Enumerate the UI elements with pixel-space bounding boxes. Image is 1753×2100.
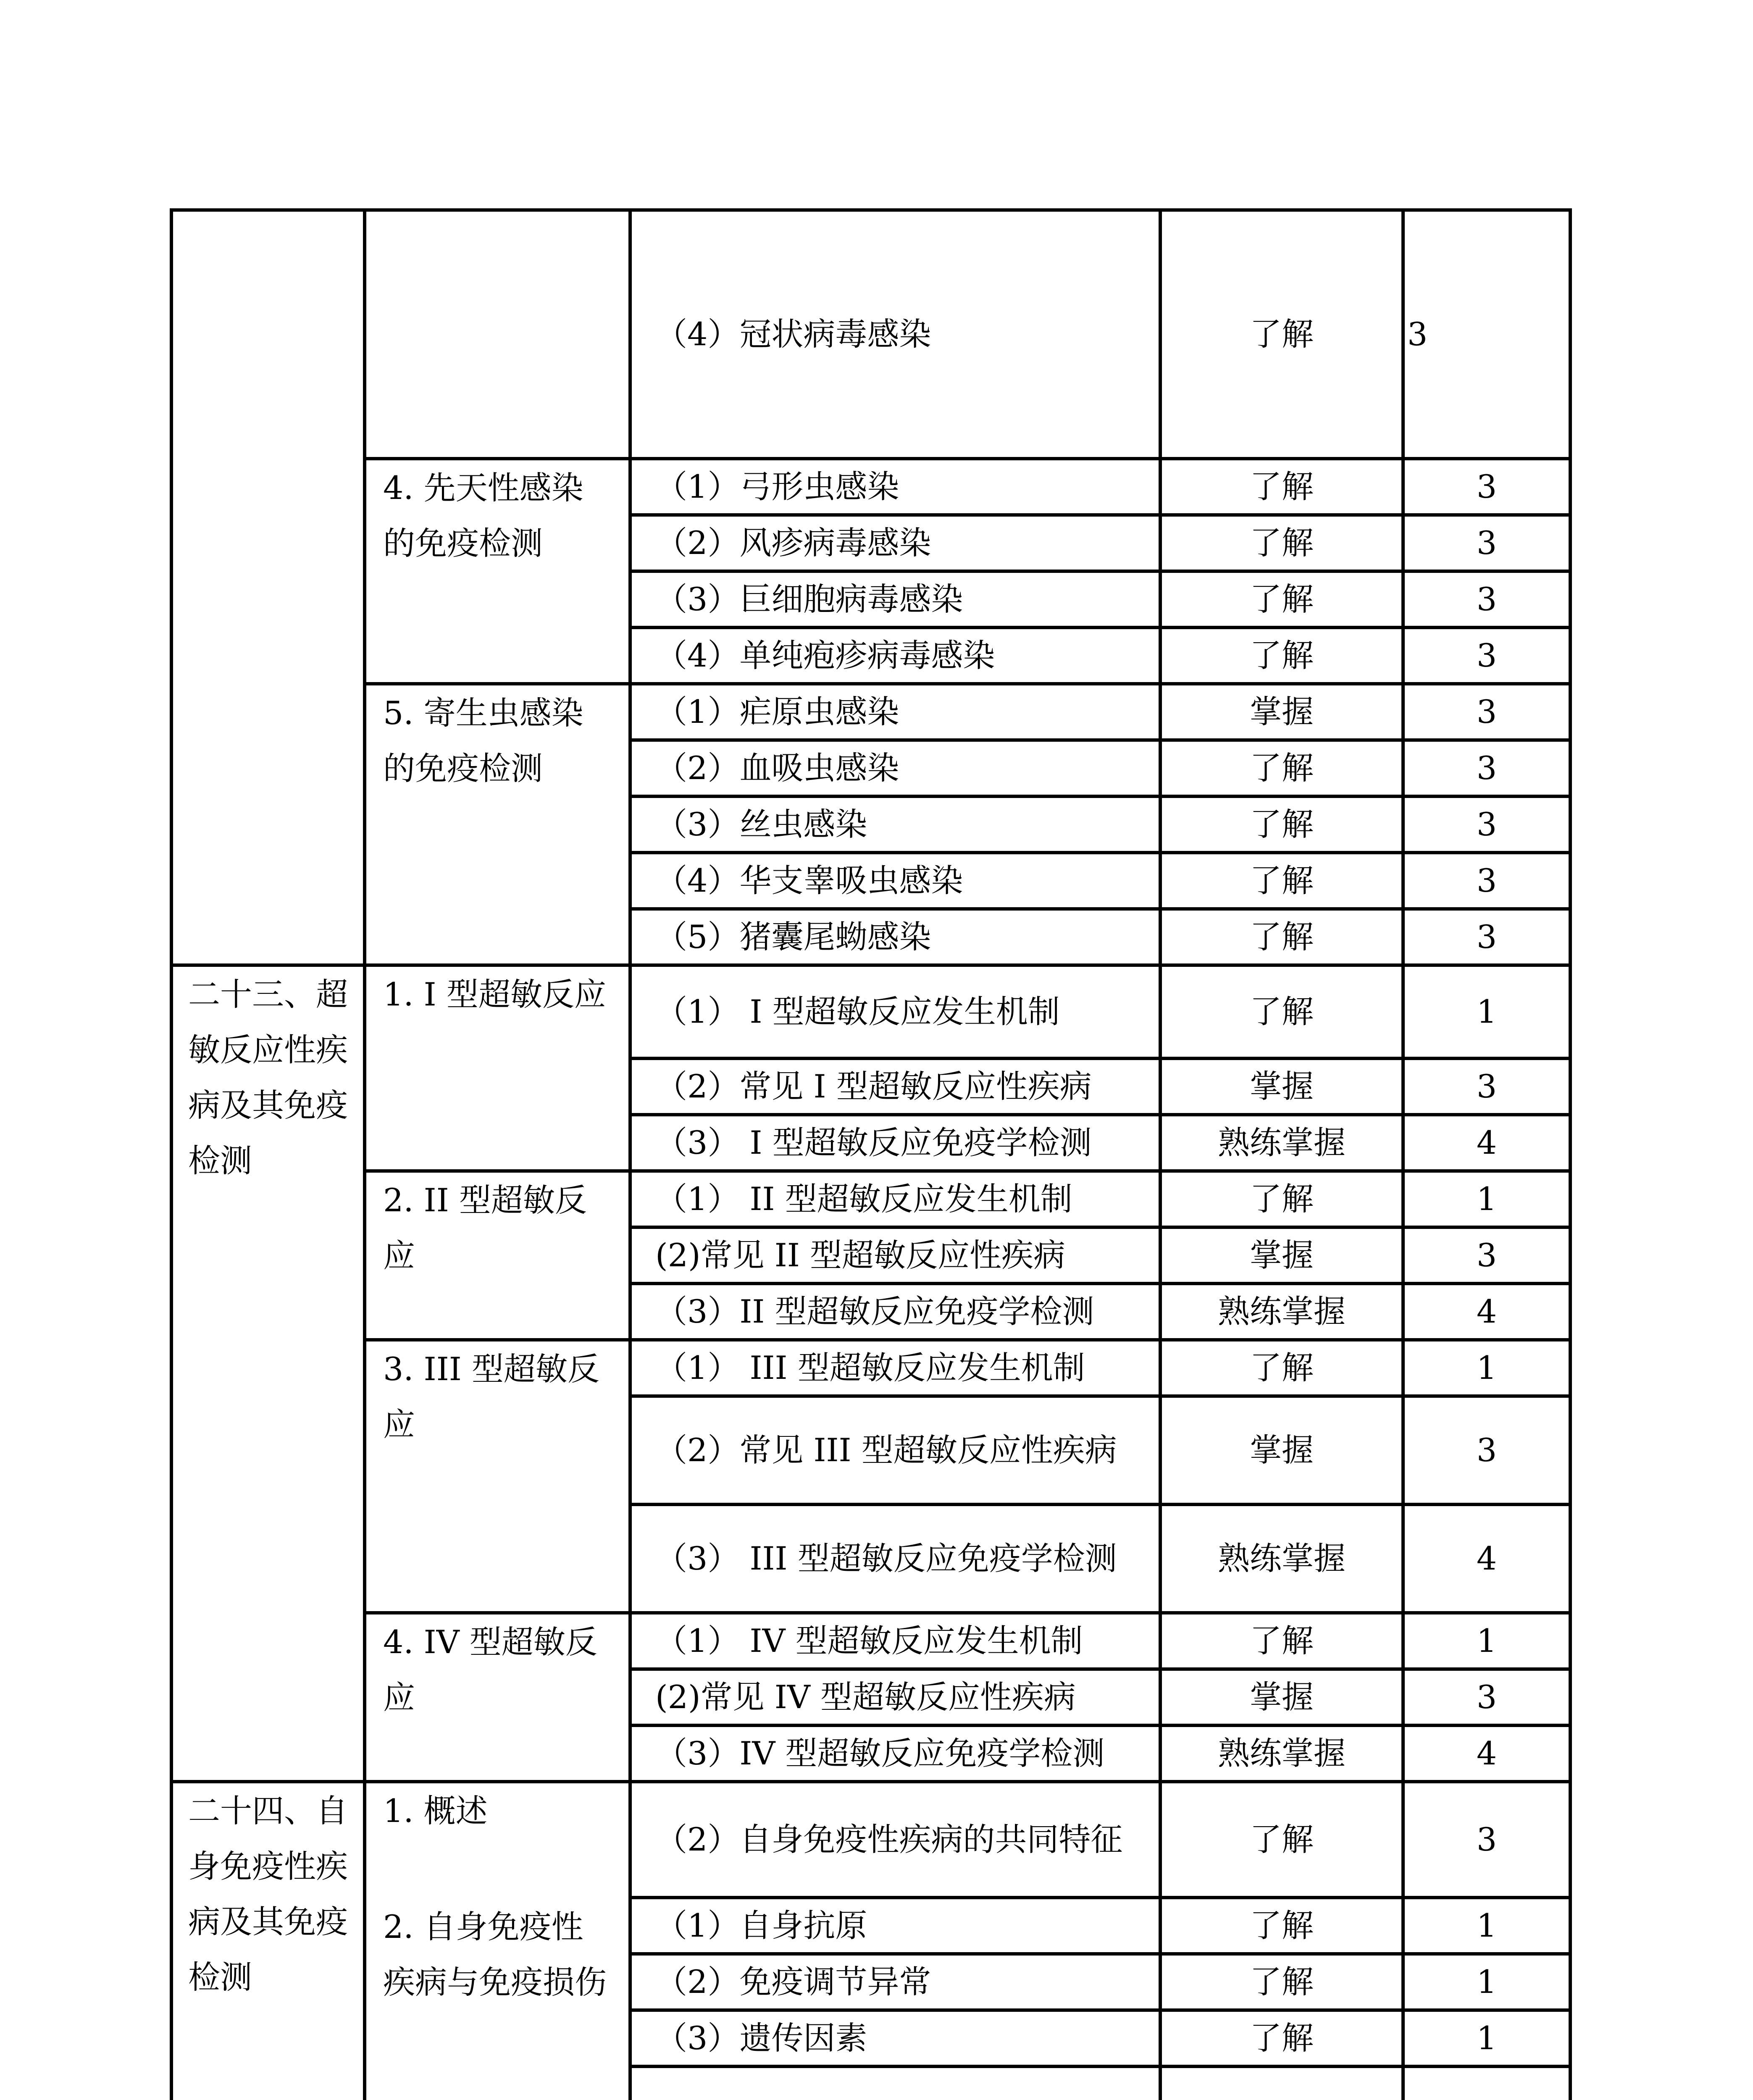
row-hours: 3 — [1407, 315, 1428, 353]
row-topic: （4）单纯疱疹病毒感染 — [655, 637, 995, 674]
row-level: 了解 — [1250, 862, 1314, 899]
row-topic: （2）风疹病毒感染 — [655, 524, 931, 562]
row-level: 了解 — [1250, 749, 1314, 787]
row-level: 了解 — [1250, 1907, 1314, 1944]
row-topic: （3）II 型超敏反应免疫学检测 — [655, 1293, 1094, 1330]
row-topic: （3）巨细胞病毒感染 — [655, 580, 963, 618]
row-topic: （1）弓形虫感染 — [655, 468, 899, 505]
row-hours: 1 — [1476, 993, 1497, 1030]
row-topic: （3）IV 型超敏反应免疫学检测 — [655, 1735, 1105, 1772]
row-topic: （1） II 型超敏反应发生机制 — [655, 1180, 1072, 1218]
row-topic: （2）免疫调节异常 — [655, 1963, 931, 2000]
table-vline-4 — [1401, 210, 1405, 2100]
row-topic: （2）常见 I 型超敏反应性疾病 — [655, 1068, 1092, 1105]
row-hours: 3 — [1476, 580, 1497, 618]
row-topic: (2)常见 II 型超敏反应性疾病 — [655, 1236, 1066, 1274]
subunit-line-2 — [363, 963, 632, 967]
row-topic: （3）遗传因素 — [655, 2019, 867, 2057]
row-level: 了解 — [1250, 315, 1314, 353]
table-vline-2 — [628, 210, 632, 2100]
row-hours: 4 — [1476, 1735, 1497, 1772]
row-topic: （1） I 型超敏反应发生机制 — [655, 993, 1060, 1030]
row-level: 掌握 — [1250, 1068, 1314, 1105]
table-vline-0 — [170, 210, 173, 2100]
row-level: 了解 — [1250, 1349, 1314, 1386]
row-hours — [1407, 2071, 1566, 2100]
row-hours: 3 — [1476, 806, 1497, 843]
row-level: 了解 — [1250, 524, 1314, 562]
row-hours: 3 — [1476, 1678, 1497, 1716]
row-hours: 3 — [1476, 1431, 1497, 1469]
row-hours: 3 — [1476, 693, 1497, 730]
row-level: 掌握 — [1250, 693, 1314, 730]
row-topic: （4）华支睾吸虫感染 — [655, 862, 963, 899]
subunit-line-0 — [363, 457, 632, 460]
row-level: 熟练掌握 — [1218, 1293, 1346, 1330]
row-level: 熟练掌握 — [1218, 1735, 1346, 1772]
table-vline-1 — [363, 210, 366, 2100]
row-level: 了解 — [1250, 1180, 1314, 1218]
row-level: 熟练掌握 — [1218, 1124, 1346, 1161]
row-hours: 4 — [1476, 1124, 1497, 1161]
row-topic: （2）常见 III 型超敏反应性疾病 — [655, 1431, 1117, 1469]
subunit-label: 3. III 型超敏反应 — [383, 1350, 599, 1443]
row-topic — [655, 2071, 1148, 2100]
unit-line-1 — [170, 1780, 366, 1783]
row-level: 了解 — [1250, 806, 1314, 843]
row-hours: 3 — [1476, 918, 1497, 956]
row-level: 熟练掌握 — [1218, 1540, 1346, 1577]
row-hours: 3 — [1476, 749, 1497, 787]
subunit-label: 4. IV 型超敏反应 — [383, 1623, 597, 1716]
row-topic: （4）冠状病毒感染 — [655, 315, 931, 353]
row-hours: 1 — [1476, 1180, 1497, 1218]
row-hours: 3 — [1476, 1068, 1497, 1105]
row-level: 掌握 — [1250, 1236, 1314, 1274]
row-topic: (2)常见 IV 型超敏反应性疾病 — [655, 1678, 1076, 1716]
table-top-border — [170, 208, 1572, 212]
row-topic: （3）丝虫感染 — [655, 806, 867, 843]
row-level: 了解 — [1250, 918, 1314, 956]
subunit-line-5 — [363, 1611, 632, 1614]
row-topic: （2）自身免疫性疾病的共同特征 — [655, 1821, 1123, 1858]
table-vline-5 — [1569, 210, 1572, 2100]
row-hours: 1 — [1476, 1622, 1497, 1659]
unit-label: 二十三、超敏反应性疾病及其免疫检测 — [188, 976, 348, 1179]
table-vline-3 — [1159, 210, 1162, 2100]
row-topic: （1）疟原虫感染 — [655, 693, 899, 730]
row-hours: 4 — [1476, 1293, 1497, 1330]
row-hours: 3 — [1476, 1236, 1497, 1274]
subunit-label: 2. 自身免疫性疾病与免疫损伤 — [383, 1908, 607, 2001]
subunit-label: 2. II 型超敏反应 — [383, 1181, 587, 1274]
row-line-17 — [628, 1503, 1572, 1506]
subunit-label: 4. 先天性感染的免疫检测 — [383, 469, 583, 562]
unit-line-0 — [170, 963, 366, 967]
row-hours: 1 — [1476, 2019, 1497, 2057]
row-hours: 1 — [1476, 1963, 1497, 2000]
row-hours: 3 — [1476, 1821, 1497, 1858]
row-level: 掌握 — [1250, 1431, 1314, 1469]
row-level: 掌握 — [1250, 1678, 1314, 1716]
row-level — [1164, 2071, 1399, 2100]
row-topic: （3） I 型超敏反应免疫学检测 — [655, 1124, 1092, 1161]
row-hours: 3 — [1476, 524, 1497, 562]
row-topic: （2）血吸虫感染 — [655, 749, 899, 787]
row-topic: （1） IV 型超敏反应发生机制 — [655, 1622, 1083, 1659]
row-level: 了解 — [1250, 580, 1314, 618]
subunit-label: 1. I 型超敏反应 — [383, 976, 606, 1013]
row-topic: （1） III 型超敏反应发生机制 — [655, 1349, 1085, 1386]
row-level: 了解 — [1250, 637, 1314, 674]
subunit-label: 1. 概述 — [383, 1792, 488, 1830]
subunit-label: 5. 寄生虫感染的免疫检测 — [383, 694, 583, 787]
row-level: 了解 — [1250, 1821, 1314, 1858]
row-topic: （3） III 型超敏反应免疫学检测 — [655, 1540, 1117, 1577]
row-hours: 3 — [1476, 468, 1497, 505]
row-level: 了解 — [1250, 993, 1314, 1030]
row-level: 了解 — [1250, 2019, 1314, 2057]
row-hours: 3 — [1476, 637, 1497, 674]
row-hours: 1 — [1476, 1349, 1497, 1386]
row-hours: 3 — [1476, 862, 1497, 899]
row-level: 了解 — [1250, 468, 1314, 505]
row-hours: 1 — [1476, 1907, 1497, 1944]
row-level: 了解 — [1250, 1963, 1314, 2000]
row-hours: 4 — [1476, 1540, 1497, 1577]
unit-label: 二十四、自身免疫性疾病及其免疫检测 — [188, 1792, 348, 1996]
row-level: 了解 — [1250, 1622, 1314, 1659]
row-topic: （1）自身抗原 — [655, 1907, 867, 1944]
row-topic: （5）猪囊尾蚴感染 — [655, 918, 931, 956]
